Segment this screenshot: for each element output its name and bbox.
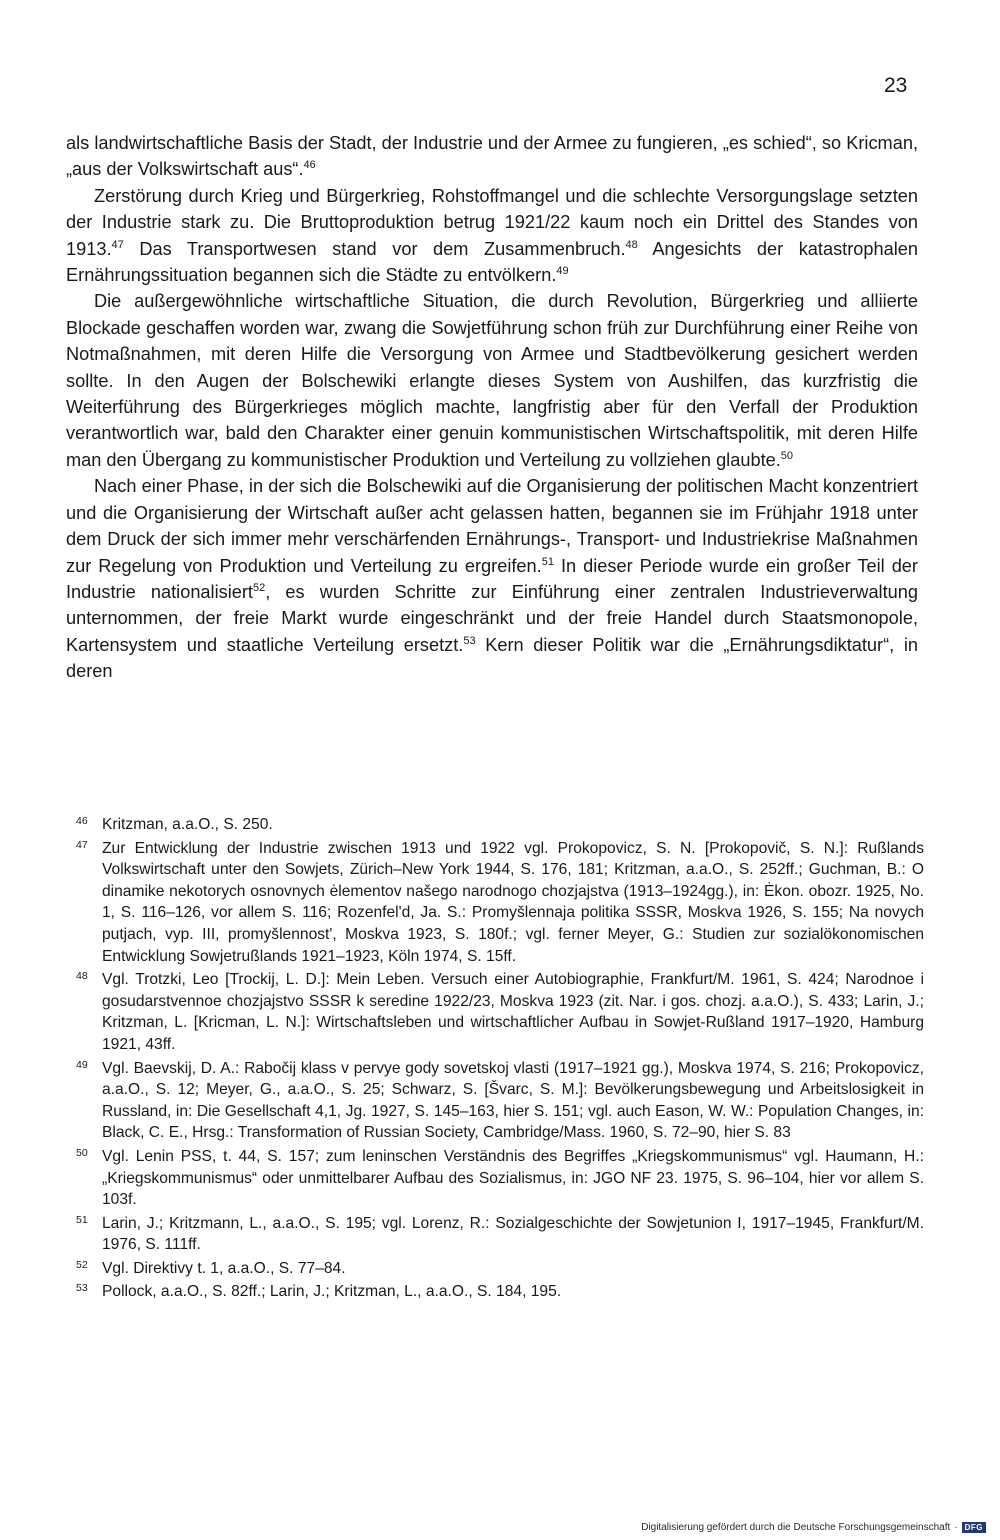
footnote-marker: 51 <box>541 555 554 568</box>
paragraph <box>66 130 918 183</box>
paragraph <box>66 183 918 289</box>
footnotes <box>76 814 924 1305</box>
footnote-text: Kritzman, a.a.O., S. 250. <box>102 816 273 833</box>
paragraph <box>66 473 918 684</box>
dfg-footer <box>641 1522 986 1533</box>
body-text <box>66 130 918 685</box>
footnote-marker: 49 <box>556 265 569 278</box>
footnote <box>76 969 924 1055</box>
footnote-text: Vgl. Lenin PSS, t. 44, S. 157; zum leninschen Verständnis des Begriffes „Kriegskommunismus“ vgl. Haumann, H.: „Kriegskommunismus“ oder unmittelbarer Aufbau des Sozialismus, in: JGO NF 23. 1975, S. 96–104, hier vor allem S. 103f. <box>102 1147 924 1209</box>
paragraph-text: Nach einer Phase, in der sich die Bolschewiki auf die Organisierung der politischen Macht konzentriert und die Organisierung der Wirtschaft außer acht gelassen hatten, begannen sie im Frühjahr 1918 unter dem Druck der sich immer mehr verschärfenden Ernährungs-, Transport- und Industriekrise Maßnahmen zur Regelung von Produktion und Verteilung zu ergreifen. <box>66 476 918 576</box>
footnote-number: 53 <box>76 1282 88 1295</box>
footnote <box>76 814 924 836</box>
footer-separator: · <box>954 1522 958 1533</box>
footnote-number: 47 <box>76 838 88 851</box>
footnote-text: Vgl. Baevskij, D. A.: Rabočij klass v pervye gody sovetskoj vlasti (1917–1921 gg.), Moskva 1974, S. 216; Prokopovicz, a.a.O., S. 12; Meyer, G., a.a.O., S. 25; Schwarz, S. [Švarc, S. M.]: Bevölkerungsbewegung und Arbeitslosigkeit in Russland, in: Die Gesellschaft 4,1, Jg. 1927, S. 145–163, hier S. 151; vgl. auch Eason, W. W.: Population Changes, in: Black, C. E., Hrsg.: Transformation of Russian Society, Cambridge/Mass. 1960, S. 72–90, hier S. 83 <box>102 1059 924 1142</box>
footnote-marker: 48 <box>625 238 638 251</box>
paragraph-text: Zerstörung durch Krieg und Bürgerkrieg, Rohstoffmangel und die schlechte Versorgungslage setzten der Industrie stark zu. Die Bruttoproduktion betrug 1921/22 kaum noch ein Drittel des Standes von 1913. <box>66 185 918 259</box>
footnote-number: 50 <box>76 1146 88 1159</box>
footnote-number: 48 <box>76 970 88 983</box>
footnote-text: Pollock, a.a.O., S. 82ff.; Larin, J.; Kritzman, L., a.a.O., S. 184, 195. <box>102 1283 562 1301</box>
footnote <box>76 838 924 968</box>
paragraph-text: Kern dieser Politik war die „Ernährungsdiktatur“, in deren <box>66 634 918 682</box>
paragraph-text: als landwirtschaftliche Basis der Stadt, der Industrie und der Armee zu fungieren, „es schied“, so Kricman, „aus der Volkswirtschaft aus“. <box>66 133 918 180</box>
footnote <box>76 1281 924 1303</box>
footnote-marker: 53 <box>463 634 476 647</box>
paragraph-text: Angesichts der katastrophalen Ernährungssituation begannen sich die Städte zu entvölkern. <box>66 238 918 286</box>
footnote-marker: 52 <box>253 581 266 594</box>
footnote-number: 46 <box>76 815 88 827</box>
footnote-number: 51 <box>76 1213 88 1226</box>
footnote-number: 49 <box>76 1058 88 1071</box>
dfg-logo-icon: DFG <box>962 1522 986 1533</box>
footnote <box>76 1146 924 1211</box>
footnote-text: Vgl. Direktivy t. 1, a.a.O., S. 77–84. <box>102 1259 346 1277</box>
footnote-text: Larin, J.; Kritzmann, L., a.a.O., S. 195; vgl. Lorenz, R.: Sozialgeschichte der Sowjetunion I, 1917–1945, Frankfurt/M. 1976, S. 111ff. <box>102 1214 924 1254</box>
paragraph-text: Das Transportwesen stand vor dem Zusammenbruch. <box>123 238 626 259</box>
footnote-text: Zur Entwicklung der Industrie zwischen 1913 und 1922 vgl. Prokopovicz, S. N. [Prokopovič, S. N.]: Rußlands Volkswirtschaft unter den Sowjets, Zürich–New York 1944, S. 176, 181; Kritzman, a.a.O., S. 252ff.; Guchman, B.: O dinamike nekotorych osnovnych ėlementov našego narodnogo chozjajstva (1913–1924gg.), in: Ėkon. obozr. 1925, No. 1, S. 116–126, vor allem S. 116; Rozenfel'd, Ja. S.: Promyšlennaja politika SSSR, Moskva 1926, S. 155; Na novych putjach, vyp. III, promyšlennost', Moskva 1923, S. 180f.; vgl. ferner Meyer, G.: Studien zur sozialökonomischen Entwicklung Sowjetrußlands 1921–1923, Köln 1974, S. 15ff. <box>102 839 924 965</box>
paragraph <box>66 288 918 473</box>
footnote <box>76 1058 924 1144</box>
footnote-marker: 50 <box>780 449 794 462</box>
footnote <box>76 1258 924 1280</box>
footnote-marker: 46 <box>303 159 316 172</box>
page-number: 23 <box>884 74 908 97</box>
paragraph-text: In dieser Periode wurde ein großer Teil der Industrie nationalisiert <box>66 555 918 602</box>
footnote-text: Vgl. Trotzki, Leo [Trockij, L. D.]: Mein Leben. Versuch einer Autobiographie, Frankfurt/M. 1961, S. 424; Narodnoe i gosudarstvennoe chozjajstvo SSSR k seredine 1922/23, Moskva 1923 (zit. Nar. i gos. chozj. a.a.O.), S. 433; Larin, J.; Kritzman, L. [Kricman, L. N.]: Wirtschaftsleben und wirtschaftlicher Aufbau in Sowjet-Rußland 1917–1920, Hamburg 1921, 43ff. <box>102 971 924 1053</box>
footnote-number: 52 <box>76 1258 88 1271</box>
footnote-marker: 47 <box>111 238 124 251</box>
footnote <box>76 1213 924 1256</box>
paragraph-text: , es wurden Schritte zur Einführung einer zentralen Industrieverwaltung unternommen, der freie Markt wurde eingeschränkt und der freie Handel durch Staatsmonopole, Kartensystem und staatliche Verteilung ersetzt. <box>66 581 918 655</box>
footer-text: Digitalisierung gefördert durch die Deutsche Forschungsgemeinschaft <box>641 1522 951 1533</box>
paragraph-text: Die außergewöhnliche wirtschaftliche Situation, die durch Revolution, Bürgerkrieg und alliierte Blockade geschaffen worden war, zwang die Sowjetführung schon früh zur Durchführung einer Reihe von Notmaßnahmen, mit deren Hilfe die Versorgung von Armee und Stadtbevölkerung gesichert werden sollte. In den Augen der Bolschewiki erlangte dieses System von Aushilfen, das kurzfristig die Weiterführung des Bürgerkrieges möglich machte, langfristig aber für den Verfall der Produktion verantwortlich war, bald den Charakter einer genuin kommunistischen Wirtschaftspolitik, mit deren Hilfe man den Übergang zu kommunistischer Produktion und Verteilung zu vollziehen glaubte. <box>66 291 918 470</box>
